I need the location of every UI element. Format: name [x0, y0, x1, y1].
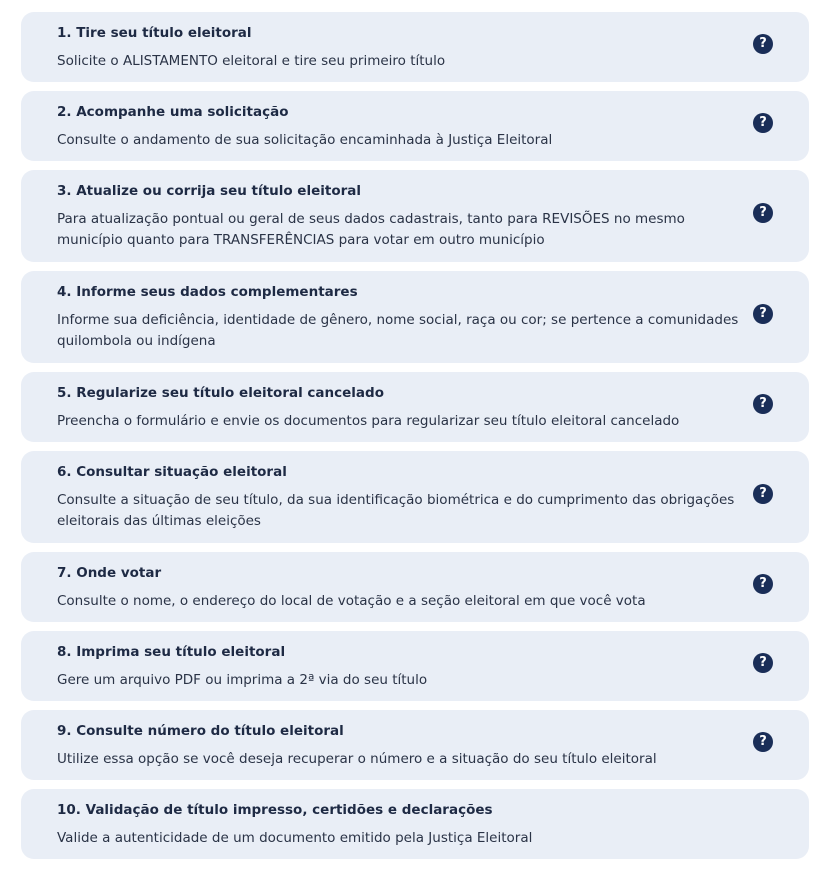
service-description: Gere um arquivo PDF ou imprima a 2ª via do seu título [57, 672, 428, 688]
service-description: Preencha o formulário e envie os documentos para regularizar seu título eleitoral cancelado [57, 413, 680, 429]
question-circle-icon[interactable]: ? [753, 574, 773, 594]
service-title: 5. Regularize seu título eleitoral cancelado [57, 385, 384, 401]
service-card-acompanhe-solicitacao[interactable] [21, 91, 809, 161]
service-title: 7. Onde votar [57, 565, 162, 581]
service-description: Solicite o ALISTAMENTO eleitoral e tire seu primeiro título [57, 53, 446, 69]
service-card-dados-complementares[interactable] [21, 271, 809, 363]
service-card-onde-votar[interactable] [21, 552, 809, 622]
service-description: Consulte o nome, o endereço do local de votação e a seção eleitoral em que você vota [57, 593, 646, 609]
service-title: 6. Consultar situação eleitoral [57, 464, 287, 480]
service-card-tire-titulo[interactable] [21, 12, 809, 82]
question-circle-icon[interactable]: ? [753, 732, 773, 752]
service-description: Consulte o andamento de sua solicitação encaminhada à Justiça Eleitoral [57, 132, 553, 148]
service-title: 4. Informe seus dados complementares [57, 284, 358, 300]
question-circle-icon[interactable]: ? [753, 113, 773, 133]
service-description: Consulte a situação de seu título, da sua identificação biométrica e do cumprimento das obrigações eleitorais das últimas eleições [57, 492, 735, 529]
service-description: Informe sua deficiência, identidade de gênero, nome social, raça ou cor; se pertence a comunidades quilombola ou indígena [57, 312, 739, 349]
service-title: 10. Validação de título impresso, certidões e declarações [57, 802, 493, 818]
service-card-atualize-titulo[interactable] [21, 170, 809, 262]
service-card-imprima-titulo[interactable] [21, 631, 809, 701]
service-title: 2. Acompanhe uma solicitação [57, 104, 289, 120]
question-circle-icon[interactable]: ? [753, 34, 773, 54]
service-description: Valide a autenticidade de um documento emitido pela Justiça Eleitoral [57, 830, 533, 846]
question-circle-icon[interactable]: ? [753, 394, 773, 414]
service-card-situacao-eleitoral[interactable] [21, 451, 809, 543]
service-card-numero-titulo[interactable] [21, 710, 809, 780]
service-title: 8. Imprima seu título eleitoral [57, 644, 286, 660]
service-title: 1. Tire seu título eleitoral [57, 25, 252, 41]
question-circle-icon[interactable]: ? [753, 484, 773, 504]
service-title: 3. Atualize ou corrija seu título eleitoral [57, 183, 361, 199]
question-circle-icon[interactable]: ? [753, 203, 773, 223]
service-card-validacao-documentos[interactable] [21, 789, 809, 859]
question-circle-icon[interactable]: ? [753, 304, 773, 324]
service-description: Para atualização pontual ou geral de seus dados cadastrais, tanto para REVISÕES no mesmo município quanto para TRANSFERÊNCIAS para votar em outro município [57, 211, 685, 248]
service-card-regularize-titulo[interactable] [21, 372, 809, 442]
question-circle-icon[interactable]: ? [753, 653, 773, 673]
service-description: Utilize essa opção se você deseja recuperar o número e a situação do seu título eleitoral [57, 751, 657, 767]
service-title: 9. Consulte número do título eleitoral [57, 723, 344, 739]
